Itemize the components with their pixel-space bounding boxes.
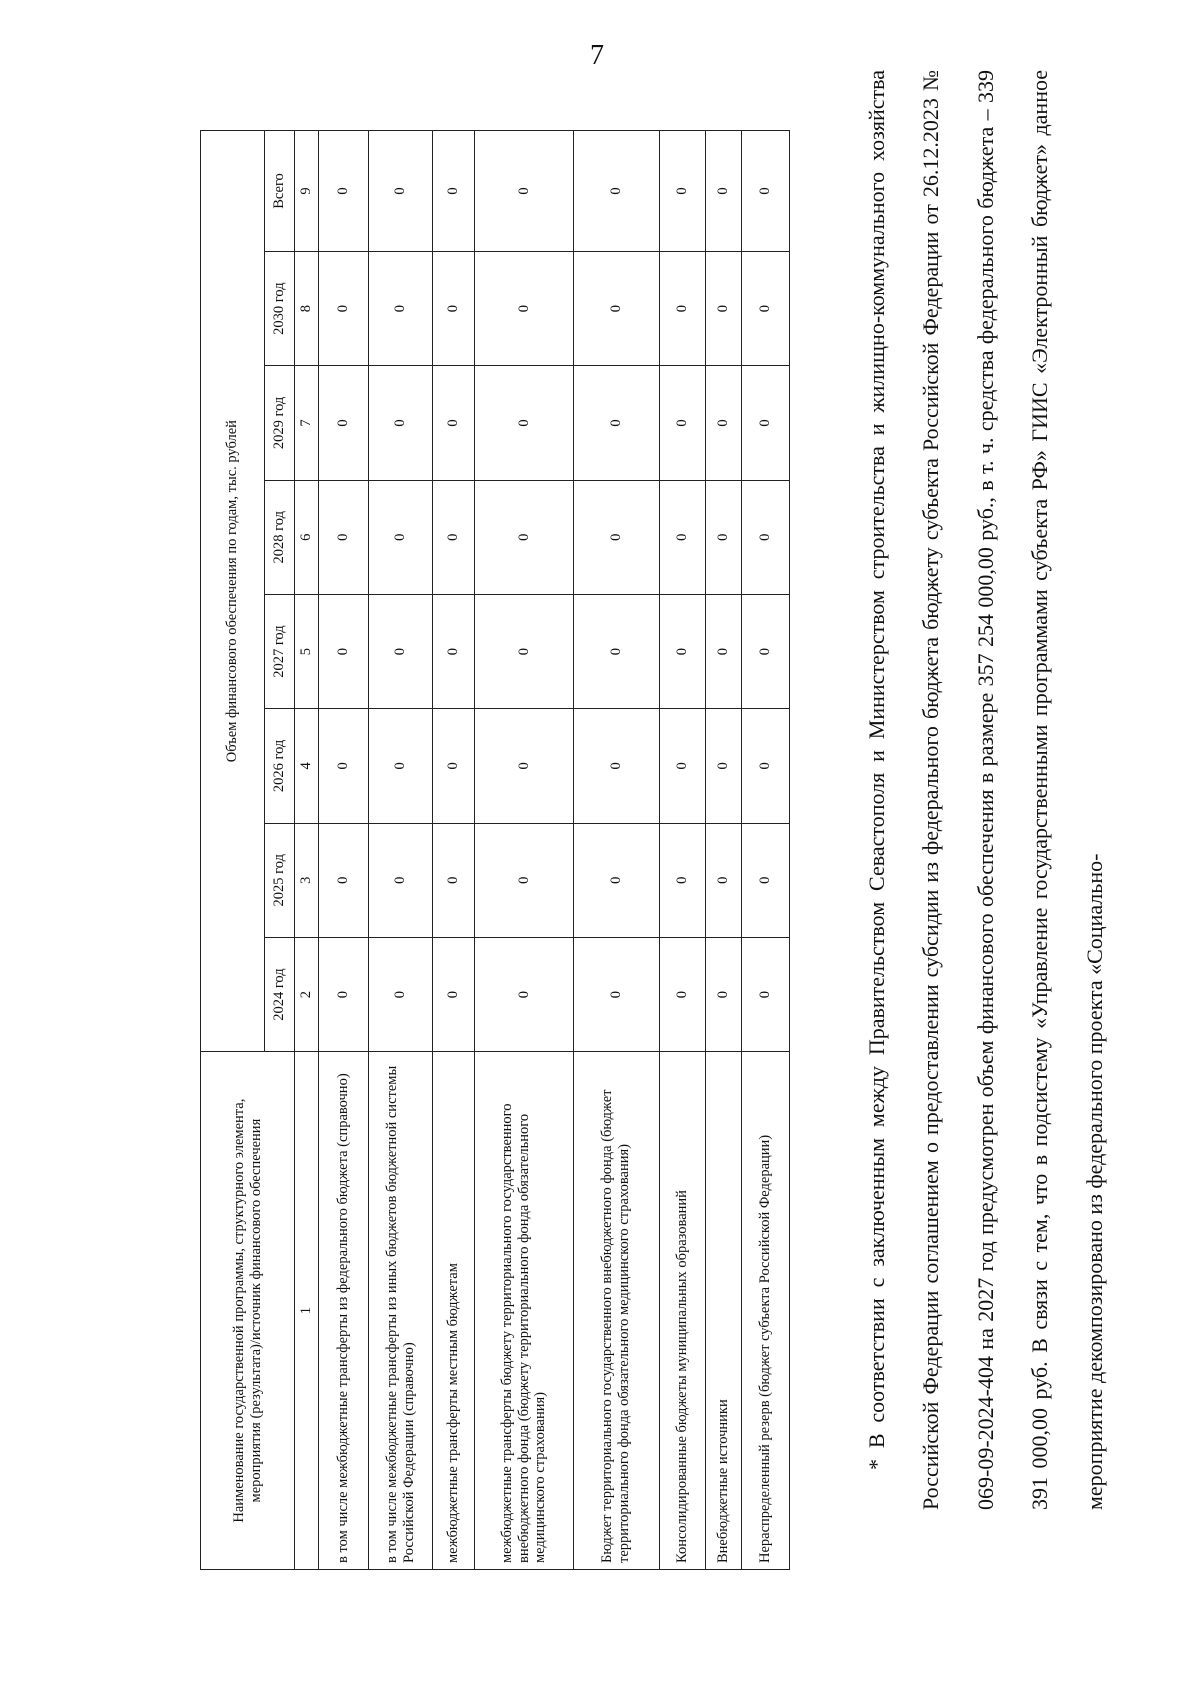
header-year: 2029 год (265, 366, 295, 480)
cell-value: 0 (369, 709, 433, 823)
cell-value: 0 (433, 480, 475, 594)
table-row (573, 131, 659, 1570)
row-source-name: в том числе межбюджетные трансферты из иных бюджетов бюджетной системы Российской Федерации (справочно) (369, 1052, 433, 1570)
cell-value: 0 (369, 937, 433, 1051)
cell-value: 0 (369, 251, 433, 365)
cell-value: 0 (659, 709, 705, 823)
cell-value: 0 (319, 937, 369, 1051)
table-row (433, 131, 475, 1570)
column-number: 9 (295, 131, 319, 252)
header-year: 2028 год (265, 480, 295, 594)
cell-value: 0 (475, 366, 573, 480)
cell-value: 0 (319, 594, 369, 708)
column-number: 4 (295, 709, 319, 823)
cell-value: 0 (705, 937, 741, 1051)
cell-total: 0 (741, 131, 789, 252)
cell-total: 0 (659, 131, 705, 252)
cell-value: 0 (705, 480, 741, 594)
cell-value: 0 (475, 480, 573, 594)
cell-value: 0 (369, 366, 433, 480)
cell-value: 0 (573, 937, 659, 1051)
column-number: 6 (295, 480, 319, 594)
table-row (475, 131, 573, 1570)
row-source-name: Бюджет территориального государственного внебюджетного фонда (бюджет территориального фонда обязательного медицинского страхования) (573, 1052, 659, 1570)
cell-total: 0 (319, 131, 369, 252)
table-row (319, 131, 369, 1570)
column-number: 8 (295, 251, 319, 365)
page-number: 7 (590, 40, 604, 71)
cell-value: 0 (659, 823, 705, 937)
cell-value: 0 (705, 251, 741, 365)
cell-value: 0 (475, 594, 573, 708)
cell-total: 0 (475, 131, 573, 252)
footnote (850, 70, 1122, 1510)
cell-value: 0 (433, 823, 475, 937)
cell-total: 0 (573, 131, 659, 252)
table-row (741, 131, 789, 1570)
row-source-name: Внебюджетные источники (705, 1052, 741, 1570)
cell-value: 0 (433, 594, 475, 708)
cell-value: 0 (319, 480, 369, 594)
cell-value: 0 (475, 709, 573, 823)
cell-value: 0 (741, 251, 789, 365)
footnote-text: * В соответствии с заключенным между Правительством Севастополя и Министерством строительства и жилищно-коммунального хозяйства Российской Федерации соглашением о предоставлении субсидии из федерального бюджета бюджету субъекта Российской Федерации от 26.12.2023 № 069-09-2024-404 на 2027 год предусмотрен объем финансового обеспечения в размере 357 254 000,00 руб., в т. ч. средства федерального бюджета – 339 391 000,00 руб. В связи с тем, что в подсистему «Управление государственными программами субъекта РФ» ГИИС «Электронный бюджет» данное мероприятие декомпозировано из федерального проекта «Социально- (864, 70, 1107, 1510)
row-source-name: в том числе межбюджетные трансферты из федерального бюджета (справочно) (319, 1052, 369, 1570)
table-row (369, 131, 433, 1570)
table-row (659, 131, 705, 1570)
rotated-content (200, 30, 1200, 1570)
header-total: Всего (265, 131, 295, 252)
cell-value: 0 (705, 823, 741, 937)
cell-value: 0 (659, 937, 705, 1051)
cell-value: 0 (741, 709, 789, 823)
cell-value: 0 (573, 480, 659, 594)
cell-value: 0 (475, 251, 573, 365)
column-number: 3 (295, 823, 319, 937)
column-number: 2 (295, 937, 319, 1051)
financing-table (200, 130, 790, 1570)
cell-total: 0 (433, 131, 475, 252)
cell-value: 0 (573, 366, 659, 480)
header-year: 2030 год (265, 251, 295, 365)
cell-value: 0 (573, 823, 659, 937)
row-source-name: Нераспределенный резерв (бюджет субъекта Российской Федерации) (741, 1052, 789, 1570)
cell-value: 0 (741, 594, 789, 708)
cell-value: 0 (741, 937, 789, 1051)
cell-value: 0 (659, 594, 705, 708)
cell-value: 0 (475, 823, 573, 937)
cell-value: 0 (475, 937, 573, 1051)
row-source-name: Консолидированные бюджеты муниципальных образований (659, 1052, 705, 1570)
table-row (705, 131, 741, 1570)
header-year: 2026 год (265, 709, 295, 823)
cell-value: 0 (741, 366, 789, 480)
cell-value: 0 (659, 366, 705, 480)
cell-value: 0 (705, 366, 741, 480)
cell-value: 0 (741, 823, 789, 937)
cell-value: 0 (741, 480, 789, 594)
cell-value: 0 (433, 251, 475, 365)
cell-value: 0 (705, 709, 741, 823)
cell-value: 0 (573, 594, 659, 708)
header-year: 2024 год (265, 937, 295, 1051)
column-number: 7 (295, 366, 319, 480)
cell-value: 0 (319, 366, 369, 480)
header-name-column: Наименование государственной программы, структурного элемента, мероприятия (результата)/источник финансового обеспечения (201, 1052, 295, 1570)
cell-value: 0 (369, 594, 433, 708)
column-number: 5 (295, 594, 319, 708)
cell-value: 0 (659, 251, 705, 365)
cell-value: 0 (433, 709, 475, 823)
cell-value: 0 (433, 937, 475, 1051)
cell-total: 0 (369, 131, 433, 252)
header-year: 2025 год (265, 823, 295, 937)
cell-value: 0 (659, 480, 705, 594)
cell-value: 0 (433, 366, 475, 480)
header-group-title: Объем финансового обеспечения по годам, тыс. рублей (201, 131, 265, 1052)
cell-value: 0 (319, 251, 369, 365)
cell-value: 0 (319, 709, 369, 823)
header-year: 2027 год (265, 594, 295, 708)
cell-total: 0 (705, 131, 741, 252)
cell-value: 0 (705, 594, 741, 708)
cell-value: 0 (319, 823, 369, 937)
cell-value: 0 (369, 480, 433, 594)
cell-value: 0 (573, 251, 659, 365)
cell-value: 0 (369, 823, 433, 937)
row-source-name: межбюджетные трансферты бюджету территориального государственного внебюджетного фонда (бюджету территориального фонда обязательного медицинского страхования) (475, 1052, 573, 1570)
column-number: 1 (295, 1052, 319, 1570)
row-source-name: межбюджетные трансферты местным бюджетам (433, 1052, 475, 1570)
cell-value: 0 (573, 709, 659, 823)
